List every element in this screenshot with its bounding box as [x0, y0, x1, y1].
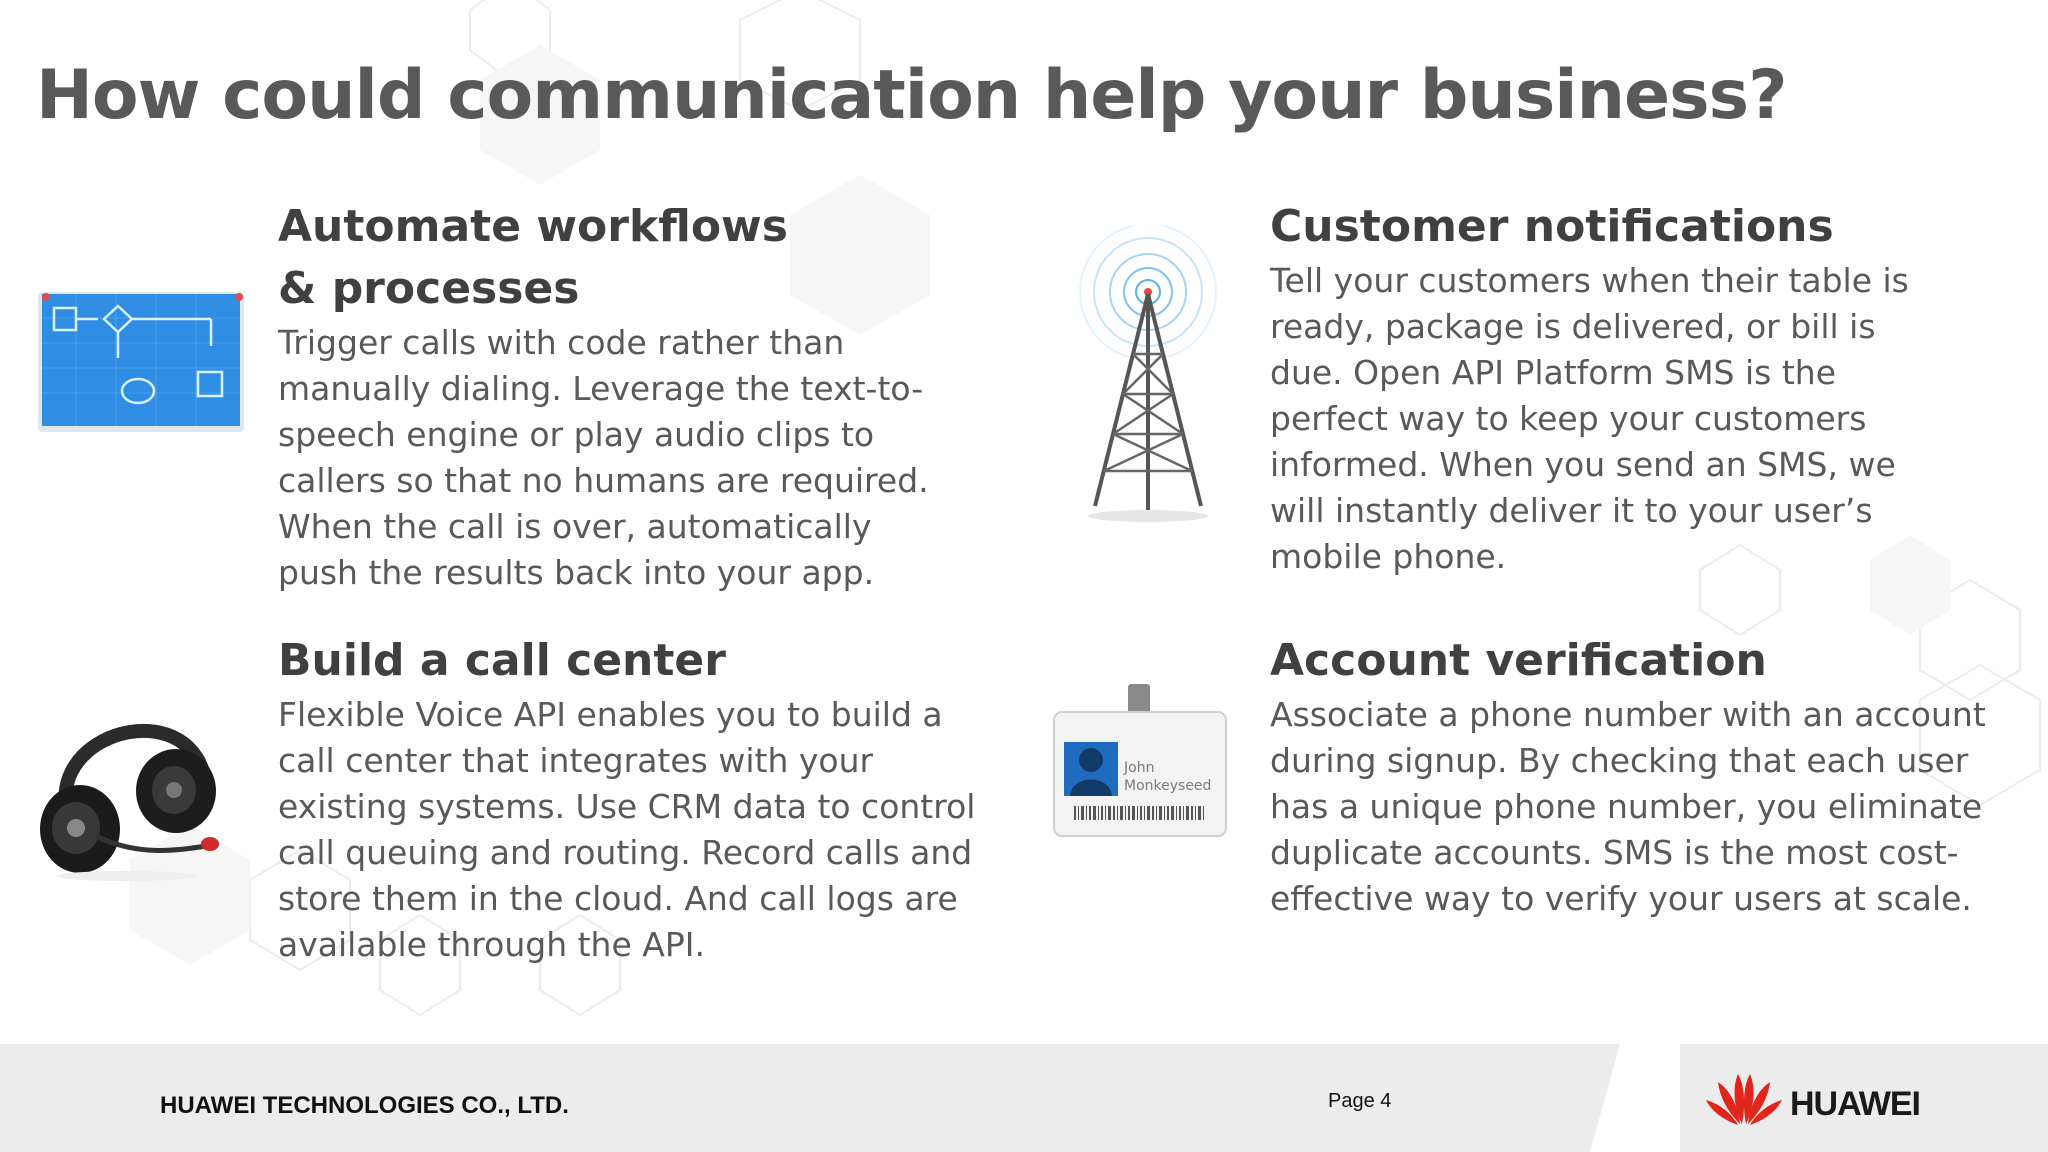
- section-automate-workflows: [278, 196, 978, 596]
- id-badge-icon: [1050, 682, 1230, 840]
- section-body: Tell your customers when their table is ready, package is delivered, or bill is due. Open API Platform SMS is the perfect way to keep your customers informed. When you send an SMS, we will instantly deliver it to your user’s mobile phone.: [1270, 261, 1909, 576]
- section-account-verification: [1270, 630, 2000, 922]
- huawei-flower-icon: [1704, 1068, 1784, 1128]
- badge-name-last: Monkeyseed: [1124, 778, 1212, 794]
- radio-tower-icon: [1075, 226, 1221, 526]
- workflow-diagram-icon: [36, 288, 248, 436]
- slide-title: How could communication help your business?: [36, 56, 1787, 135]
- section-body: Flexible Voice API enables you to build a call center that integrates with your existing systems. Use CRM data to control call queuing and routing. Record calls and store them in the cloud. And call logs are available through the API.: [278, 695, 976, 964]
- section-heading: Customer notifications: [1270, 201, 1834, 252]
- section-customer-notifications: [1270, 196, 1970, 580]
- huawei-logo-text: HUAWEI: [1790, 1085, 1920, 1123]
- section-body: Trigger calls with code rather than manually dialing. Leverage the text-to-speech engine or play audio clips to callers so that no humans are required. When the call is over, automatically push the results back into your app.: [278, 323, 929, 592]
- huawei-logo: [1704, 1068, 1784, 1128]
- section-heading: Automate workflows & processes: [278, 201, 788, 314]
- headset-icon: [36, 686, 226, 882]
- section-body: Associate a phone number with an account during signup. By checking that each user has a unique phone number, you eliminate duplicate accounts. SMS is the most cost-effective way to verify your users at scale.: [1270, 695, 1986, 918]
- badge-name-first: John: [1124, 760, 1155, 776]
- page-number: Page 4: [1328, 1090, 1392, 1112]
- section-heading: Account verification: [1270, 635, 1767, 686]
- footer-company-name: HUAWEI TECHNOLOGIES CO., LTD.: [160, 1092, 569, 1119]
- section-call-center: [278, 630, 998, 968]
- section-heading: Build a call center: [278, 635, 726, 686]
- footer-divider-shape: [1580, 1044, 1680, 1152]
